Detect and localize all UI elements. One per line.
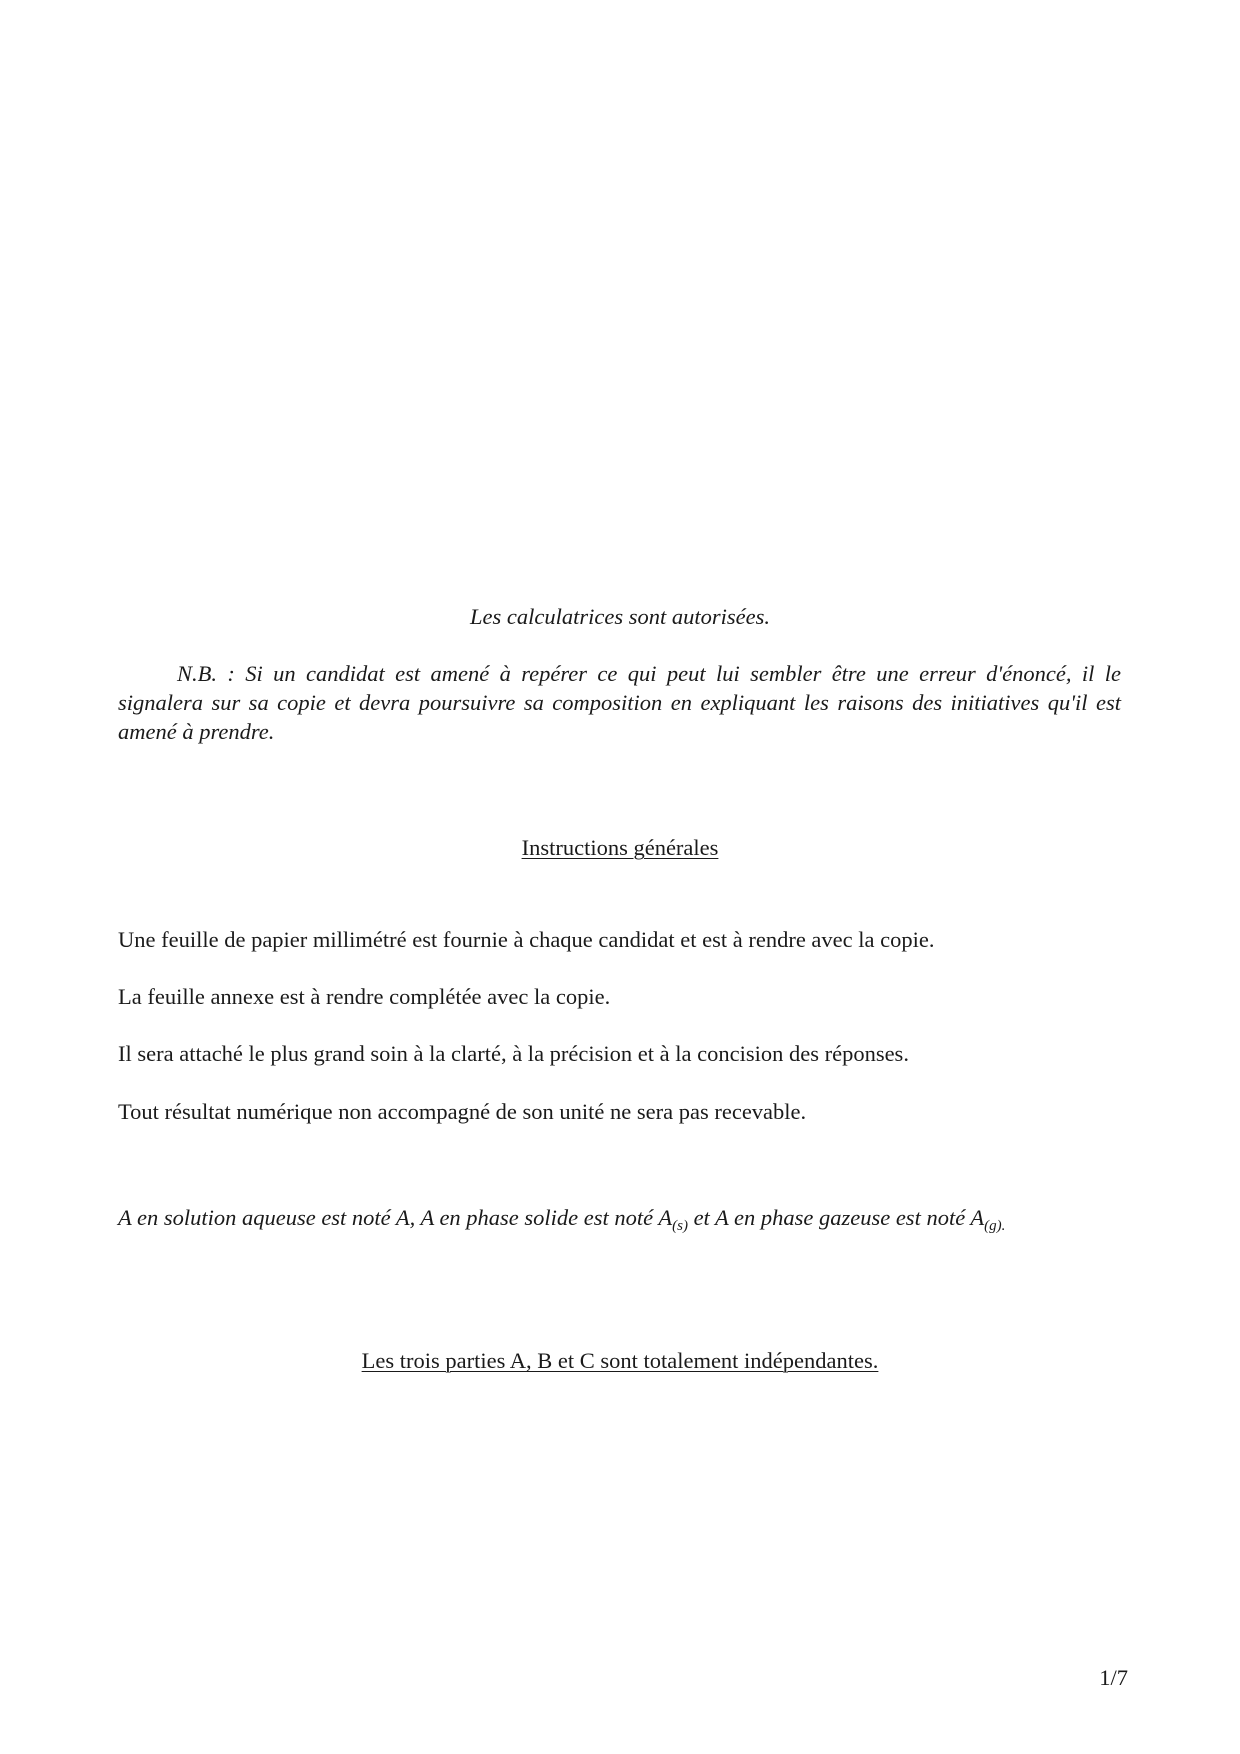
instruction-item: Il sera attaché le plus grand soin à la clarté, à la précision et à la concision des réponses. <box>118 1041 909 1066</box>
instruction-item: Tout résultat numérique non accompagné de son unité ne sera pas recevable. <box>118 1099 807 1124</box>
parts-note-wrap <box>0 1346 1240 1376</box>
parts-independence-note: Les trois parties A, B et C sont totalement indépendantes. <box>361 1348 879 1373</box>
notation-text-1: A en solution aqueuse est noté A, A en phase solide est noté A <box>118 1205 673 1230</box>
page-number: 1/7 <box>1099 1665 1128 1690</box>
instructions-heading-wrap <box>0 833 1240 863</box>
notation-line <box>118 1203 1005 1241</box>
notation-subscript-gas: (g). <box>984 1218 1006 1234</box>
notation-text-2: et A en phase gazeuse est noté A <box>687 1205 985 1230</box>
notation-subscript-solid: (s) <box>672 1218 688 1234</box>
instruction-item: Une feuille de papier millimétré est fournie à chaque candidat et est à rendre avec la copie. <box>118 927 935 952</box>
nb-paragraph: N.B. : Si un candidat est amené à repérer ce qui peut lui sembler être une erreur d'énoncé, il le signalera sur sa copie et devra poursuivre sa composition en expliquant les raisons des initiatives qu'il est amené à prendre. <box>118 661 1121 744</box>
instructions-heading: Instructions générales <box>521 835 719 860</box>
instruction-item: La feuille annexe est à rendre complétée avec la copie. <box>118 984 611 1009</box>
calculator-notice: Les calculatrices sont autorisées. <box>470 604 770 629</box>
